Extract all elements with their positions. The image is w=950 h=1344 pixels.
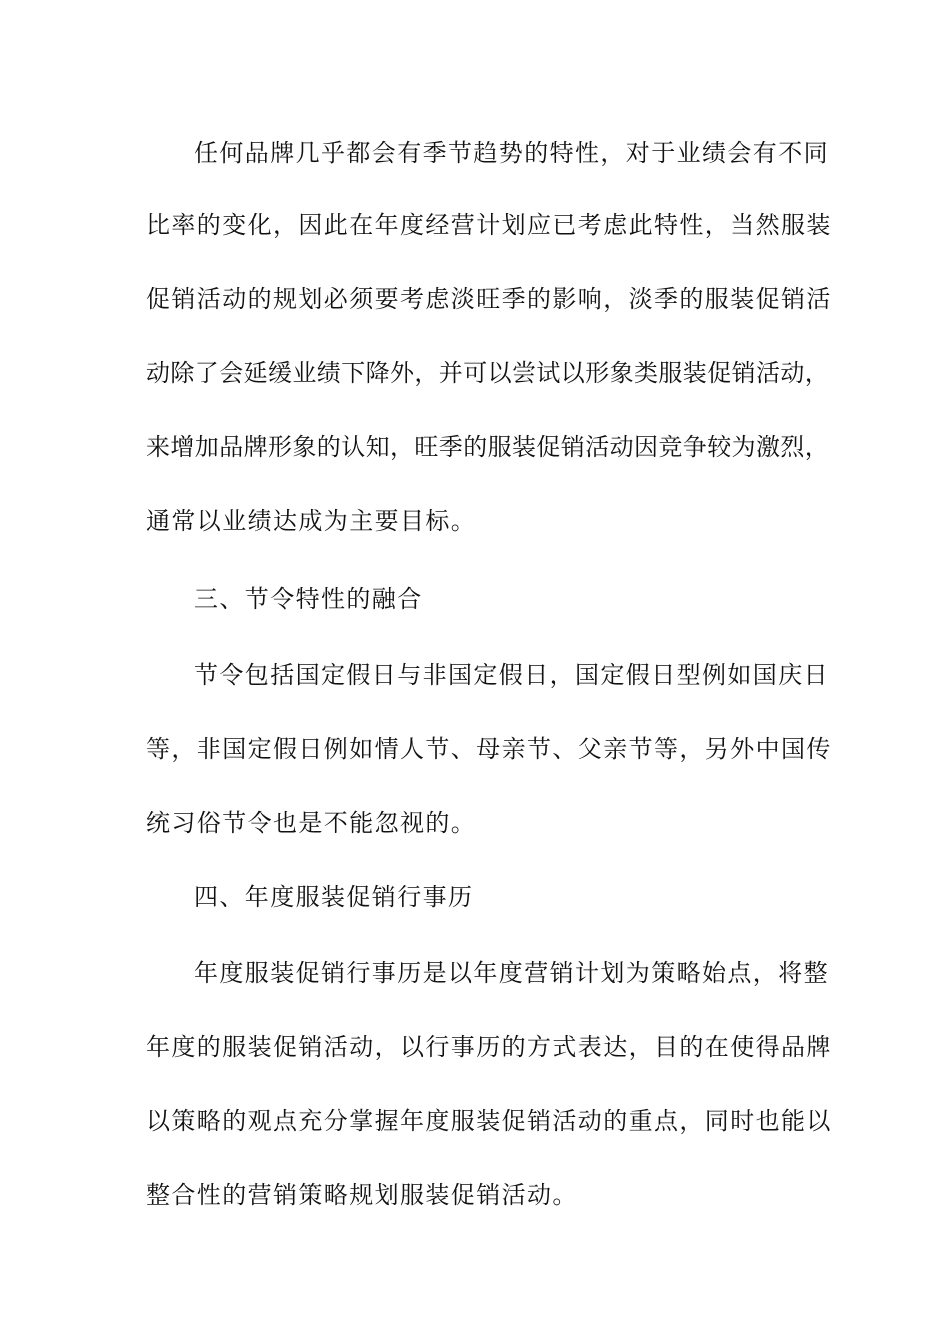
paragraph-line: 统习俗节令也是不能忽视的。	[146, 809, 477, 837]
paragraph-line: 节令包括国定假日与非国定假日，国定假日型例如国庆日	[194, 661, 829, 689]
section-heading-4: 四、年度服装促销行事历	[194, 883, 474, 911]
paragraph-line: 等，非国定假日例如情人节、母亲节、父亲节等，另外中国传	[146, 735, 832, 763]
paragraph-line: 动除了会延缓业绩下降外，并可以尝试以形象类服装促销活动，	[146, 359, 830, 387]
paragraph-line: 年度服装促销行事历是以年度营销计划为策略始点，将整	[194, 959, 829, 987]
paragraph-line: 年度的服装促销活动，以行事历的方式表达，目的在使得品牌	[146, 1033, 832, 1061]
paragraph-line: 以策略的观点充分掌握年度服装促销活动的重点，同时也能以	[146, 1107, 832, 1135]
paragraph-line: 比率的变化，因此在年度经营计划应已考虑此特性，当然服装	[146, 211, 832, 239]
paragraph-line: 任何品牌几乎都会有季节趋势的特性，对于业绩会有不同	[194, 139, 829, 167]
paragraph-line: 来增加品牌形象的认知，旺季的服装促销活动因竞争较为激烈，	[146, 433, 830, 461]
paragraph-line: 促销活动的规划必须要考虑淡旺季的影响，淡季的服装促销活	[146, 285, 832, 313]
paragraph-line: 通常以业绩达成为主要目标。	[146, 507, 477, 535]
section-heading-3: 三、节令特性的融合	[194, 585, 423, 613]
paragraph-line: 整合性的营销策略规划服装促销活动。	[146, 1181, 578, 1209]
